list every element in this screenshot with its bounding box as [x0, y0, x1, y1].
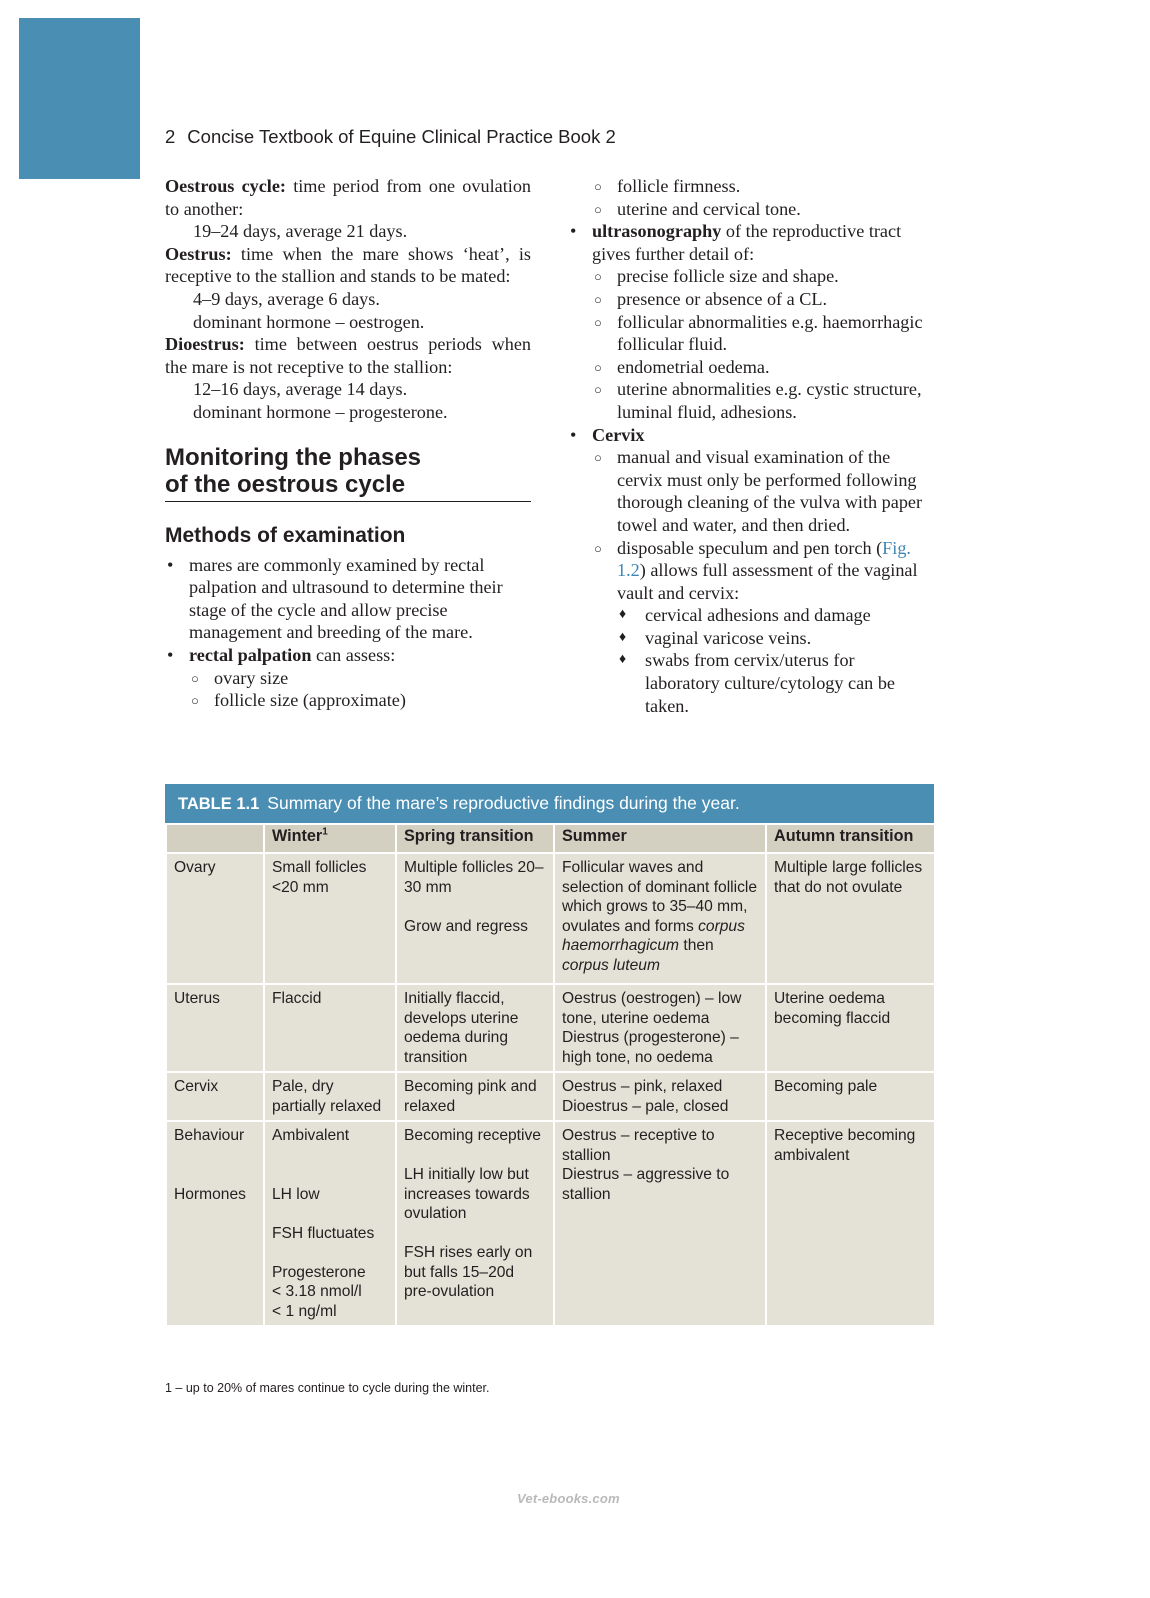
running-head [165, 126, 616, 148]
list-item: • mares are commonly examined by rectal palpation and ultrasound to determine their stage of the cycle and allow precise management and breeding of the mare. [165, 554, 531, 644]
table-cell: Oestrus (oestrogen) – low tone, uterine oedema Diestrus (progesterone) – high tone, no oedema [554, 984, 766, 1072]
section-heading: Monitoring the phases of the oestrous cycle [165, 444, 531, 502]
column-header: Autumn transition [766, 824, 935, 853]
table-footnote: 1 – up to 20% of mares continue to cycle during the winter. [165, 1381, 490, 1395]
list-item: ○ uterine and cervical tone. [568, 198, 930, 221]
table-1-1 [165, 784, 934, 1327]
list-item: ○ presence or absence of a CL. [568, 288, 930, 311]
table-row [166, 1121, 935, 1326]
subheading-methods: Methods of examination [165, 523, 406, 547]
table-row [166, 1072, 935, 1121]
book-title: Concise Textbook of Equine Clinical Practice Book 2 [187, 126, 616, 147]
methods-list [165, 554, 531, 712]
reproductive-findings-table [165, 823, 936, 1327]
oestrus-hormone: dominant hormone – oestrogen. [193, 311, 425, 332]
list-item: ○ endometrial oedema. [568, 356, 930, 379]
table-cell: Ambivalent LH low FSH fluctuates Progesterone < 3.18 nmol/l < 1 ng/ml [264, 1121, 396, 1326]
table-row [166, 984, 935, 1072]
list-item: ○ ovary size [165, 667, 531, 690]
column-header [166, 824, 264, 853]
table-cell: Multiple follicles 20–30 mm Grow and regress [396, 853, 554, 984]
figure-link[interactable]: Fig. 1.2 [617, 537, 911, 581]
dioestrus-hormone: dominant hormone – progesterone. [193, 401, 448, 422]
table-cell: Receptive becoming ambivalent [766, 1121, 935, 1326]
table-cell: Becoming pale [766, 1072, 935, 1121]
list-item: • rectal palpation can assess: [165, 644, 531, 667]
table-cell: Flaccid [264, 984, 396, 1072]
table-cell: Pale, dry partially relaxed [264, 1072, 396, 1121]
table-row [166, 853, 935, 984]
list-item: ○ follicular abnormalities e.g. haemorrhagic follicular fluid. [568, 311, 930, 356]
column-header: Summer [554, 824, 766, 853]
row-label: Ovary [166, 853, 264, 984]
oestrous-cycle-definition: Oestrous cycle: time period from one ovulation to another: [165, 176, 532, 219]
row-label: Uterus [166, 984, 264, 1072]
list-item: ♦ cervical adhesions and damage [568, 604, 930, 627]
list-item: ○ manual and visual examination of the cervix must only be performed following thorough cleaning of the vulva with paper towel and water, and then dried. [568, 446, 930, 536]
table-cell: Multiple large follicles that do not ovulate [766, 853, 935, 984]
oestrous-cycle-days: 19–24 days, average 21 days. [193, 221, 408, 242]
examination-list [568, 175, 930, 717]
column-header: Spring transition [396, 824, 554, 853]
oestrus-days: 4–9 days, average 6 days. [193, 288, 380, 309]
table-cell: Follicular waves and selection of dominant follicle which grows to 35–40 mm, ovulates and forms corpus haemorrhagicum then corpus luteum [554, 853, 766, 984]
table-caption: TABLE 1.1 Summary of the mare’s reproductive findings during the year. [165, 784, 934, 823]
row-label: Behaviour Hormones [166, 1121, 264, 1326]
left-column [165, 175, 531, 712]
list-item: ♦ swabs from cervix/uterus for laboratory culture/cytology can be taken. [568, 649, 930, 717]
table-cell: Small follicles <20 mm [264, 853, 396, 984]
table-cell: Becoming pink and relaxed [396, 1072, 554, 1121]
right-column [568, 175, 930, 717]
list-item: ○ uterine abnormalities e.g. cystic structure, luminal fluid, adhesions. [568, 378, 930, 423]
table-cell: Initially flaccid, develops uterine oedema during transition [396, 984, 554, 1072]
list-item: ○ follicle size (approximate) [165, 689, 531, 712]
list-item: ○ disposable speculum and pen torch (Fig. 1.2) allows full assessment of the vaginal vault and cervix: [568, 537, 930, 605]
chapter-tab-block [19, 18, 140, 179]
list-item-ultrasonography: • ultrasonography of the reproductive tract gives further detail of: [568, 220, 930, 265]
oestrus-definition: Oestrus: time when the mare shows ‘heat’, is receptive to the stallion and stands to be mated: [165, 243, 531, 287]
column-header-winter: Winter$^1$ [264, 824, 396, 853]
dioestrus-days: 12–16 days, average 14 days. [193, 379, 408, 400]
list-item: ○ follicle firmness. [568, 175, 930, 198]
table-cell: Oestrus – receptive to stallion Diestrus – aggressive to stallion [554, 1121, 766, 1326]
list-item-cervix: • Cervix [568, 424, 930, 447]
dioestrus-definition: Dioestrus: time between oestrus periods when the mare is not receptive to the stallion: [165, 334, 531, 377]
list-item: ♦ vaginal varicose veins. [568, 627, 930, 650]
table-cell: Uterine oedema becoming flaccid [766, 984, 935, 1072]
list-item: ○ precise follicle size and shape. [568, 265, 930, 288]
row-label: Cervix [166, 1072, 264, 1121]
watermark-logo: Vet-ebooks.com [517, 1491, 620, 1506]
table-header-row [166, 824, 935, 853]
table-cell: Becoming receptive LH initially low but increases towards ovulation FSH rises early on but falls 15–20d pre-ovulation [396, 1121, 554, 1326]
table-cell: Oestrus – pink, relaxed Dioestrus – pale, closed [554, 1072, 766, 1121]
page-number: 2 [165, 126, 176, 147]
